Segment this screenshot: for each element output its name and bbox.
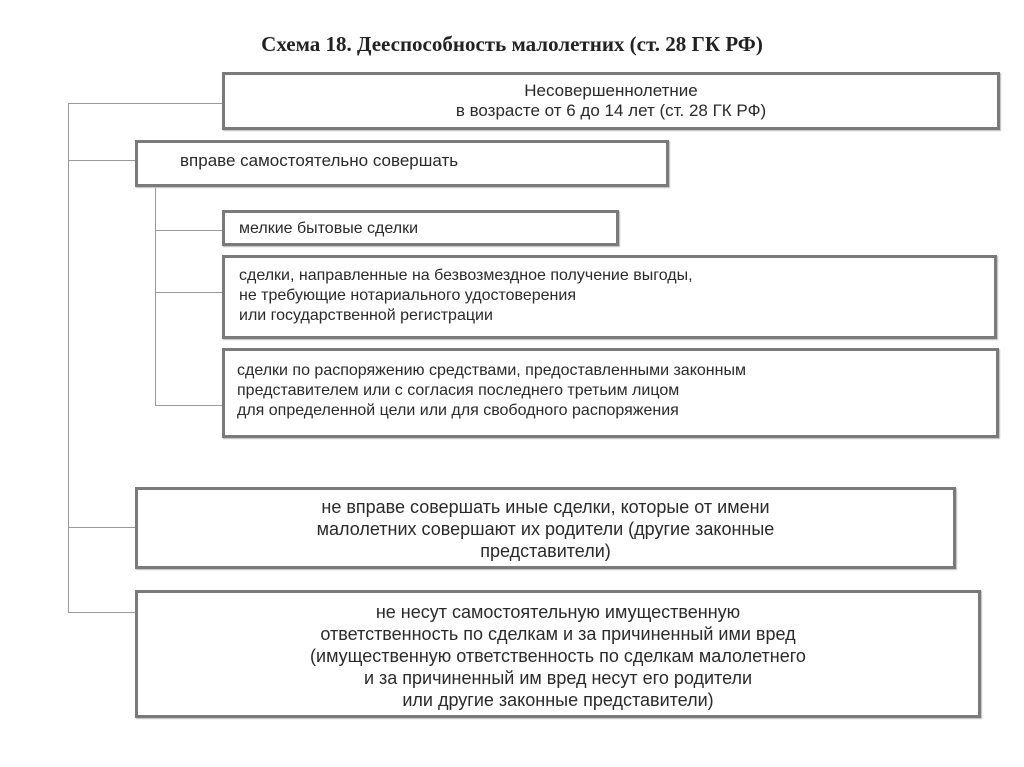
may-not-line: малолетних совершают их родители (другие законные [316,519,775,539]
connector-liability [68,612,135,613]
item-line: сделки по распоряжению средствами, предоставленными законным [237,362,746,379]
root-line: в возрасте от 6 до 14 лет (ст. 28 ГК РФ) [455,101,767,120]
liability-line: и за причиненный им вред несут его родители [363,668,753,688]
connector-may-not [68,527,135,528]
item-line: мелкие бытовые сделки [239,220,419,237]
connector-item-3 [155,405,222,406]
liability-line: или другие законные представители) [402,690,714,710]
connector-root [68,103,222,104]
may-not-line: представители) [480,541,611,561]
may-branch-line [155,185,156,406]
may-item-box [222,348,999,438]
diagram-title: Схема 18. Дееспособность малолетних (ст. 28 ГК РФ) [261,32,763,56]
liability-box [135,590,981,718]
may-item-box [222,210,619,246]
item-line: представителем или с согласия последнего третьим лицом [237,382,680,399]
liability-line: не несут самостоятельную имущественную [375,602,741,622]
item-line: сделки, направленные на безвозмездное получение выгоды, [239,267,693,284]
connector-item-2 [155,292,222,293]
main-trunk-line [68,103,69,613]
connector-item-1 [155,230,222,231]
item-line: для определенной цели или для свободного распоряжения [237,402,679,419]
item-line: или государственной регистрации [239,307,493,324]
may-not-line: не вправе совершать иные сделки, которые от имени [321,497,770,517]
item-line: не требующие нотариального удостоверения [239,287,576,304]
may-item-box [222,255,997,339]
may-label: вправе самостоятельно совершать [180,151,459,170]
may-box [135,140,669,187]
connector-may [68,160,135,161]
root-line: Несовершеннолетние [524,81,698,100]
liability-line: (имущественную ответственность по сделкам малолетнего [310,646,806,666]
liability-line: ответственность по сделкам и за причиненный ими вред [320,624,796,644]
may-not-box [135,487,956,569]
root-box [222,72,1000,130]
